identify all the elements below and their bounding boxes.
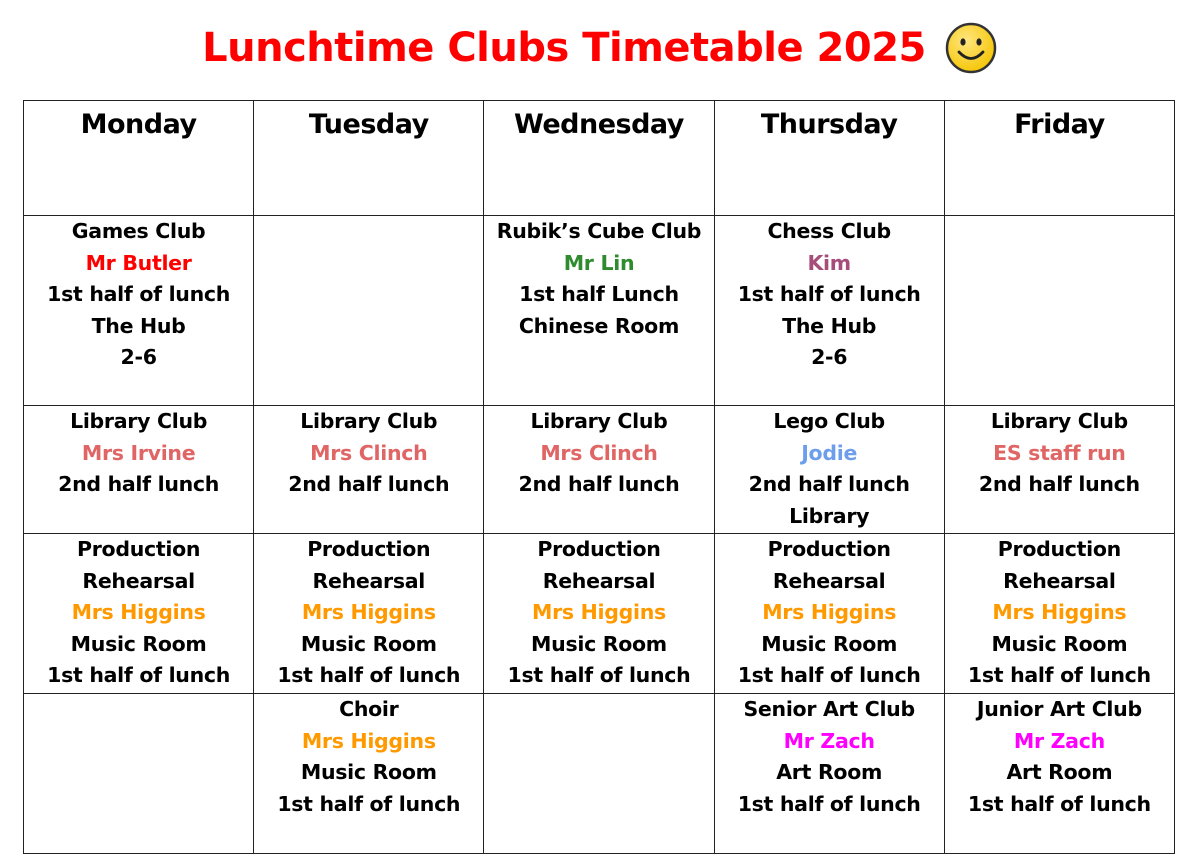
- day-header: Tuesday: [254, 101, 484, 216]
- timetable-cell: [484, 406, 714, 534]
- club-name: Rubik’s Cube Club: [496, 219, 702, 243]
- club-detail: Music Room: [70, 631, 207, 656]
- club-name: Junior Art Club: [976, 697, 1142, 721]
- club-name-line2: Rehearsal: [542, 568, 656, 593]
- staff-name: Mr Lin: [563, 250, 635, 275]
- club-name: Games Club: [71, 219, 206, 243]
- club-name: Library Club: [990, 409, 1128, 433]
- day-header: Friday: [944, 101, 1174, 216]
- staff-name: Mrs Higgins: [992, 600, 1127, 624]
- club-name: Chess Club: [767, 219, 891, 243]
- timetable-cell: [944, 216, 1174, 406]
- timetable-row: [24, 406, 1175, 534]
- timetable-row: [24, 694, 1175, 854]
- club-detail: Music Room: [300, 760, 437, 784]
- timetable-row: [24, 216, 1175, 406]
- staff-name: Mrs Clinch: [310, 440, 428, 465]
- staff-name: Mr Zach: [1013, 728, 1105, 753]
- club-name: Lego Club: [773, 409, 885, 433]
- timetable-cell: [24, 694, 254, 854]
- timetable-cell: [944, 694, 1174, 854]
- timetable-cell: [944, 534, 1174, 694]
- club-detail: 1st half of lunch: [507, 663, 691, 687]
- club-detail: 1st half of lunch: [967, 663, 1151, 687]
- club-detail: 1st half of lunch: [47, 282, 231, 306]
- timetable-row: [24, 534, 1175, 694]
- club-name-line2: Rehearsal: [312, 568, 426, 593]
- timetable-cell: [24, 406, 254, 534]
- staff-name: Mrs Higgins: [762, 600, 897, 624]
- club-detail: 1st half of lunch: [277, 663, 461, 687]
- club-detail: 2nd half lunch: [288, 472, 450, 496]
- day-header: Monday: [24, 101, 254, 216]
- staff-name: Jodie: [801, 440, 858, 465]
- timetable-cell: [24, 216, 254, 406]
- club-name-line2: Rehearsal: [1003, 568, 1116, 593]
- club-name: Library Club: [300, 409, 438, 433]
- page-title-text: Lunchtime Clubs Timetable 2025: [202, 25, 926, 71]
- timetable-cell: [714, 694, 944, 854]
- staff-name: Mr Butler: [85, 250, 192, 275]
- club-name: Production: [767, 537, 891, 561]
- staff-name: Kim: [807, 250, 851, 275]
- club-detail: 2-6: [811, 345, 848, 369]
- timetable-cell: [714, 406, 944, 534]
- club-name-line2: Rehearsal: [772, 568, 886, 593]
- club-detail: 2nd half lunch: [58, 472, 220, 496]
- timetable-cell: [24, 534, 254, 694]
- club-detail: The Hub: [91, 313, 186, 338]
- club-detail: Art Room: [1006, 760, 1113, 784]
- club-detail: 1st half Lunch: [519, 282, 679, 306]
- club-detail: Music Room: [991, 631, 1128, 656]
- club-name: Library Club: [70, 409, 208, 433]
- club-detail: 1st half of lunch: [737, 282, 921, 306]
- timetable-body: [24, 216, 1175, 854]
- smiley-face-icon: [944, 21, 998, 75]
- club-name: Choir: [339, 697, 399, 721]
- day-header-row: [24, 101, 1175, 216]
- club-name: Production: [537, 537, 661, 561]
- club-detail: Music Room: [300, 631, 437, 656]
- timetable: [23, 100, 1175, 854]
- timetable-cell: [484, 216, 714, 406]
- timetable-cell: [254, 534, 484, 694]
- staff-name: Mrs Higgins: [301, 600, 436, 624]
- staff-name: Mrs Clinch: [540, 440, 658, 465]
- staff-name: Mrs Higgins: [532, 600, 666, 624]
- timetable-cell: [944, 406, 1174, 534]
- club-detail: 2nd half lunch: [978, 472, 1140, 496]
- club-detail: Chinese Room: [518, 313, 680, 338]
- club-detail: 1st half of lunch: [277, 791, 461, 816]
- staff-name: Mr Zach: [783, 728, 875, 753]
- timetable-cell: [484, 534, 714, 694]
- club-detail: 2-6: [120, 345, 157, 369]
- club-detail: Music Room: [761, 631, 898, 656]
- timetable-cell: [714, 216, 944, 406]
- club-detail: Art Room: [776, 760, 883, 784]
- timetable-cell: [254, 406, 484, 534]
- timetable-cell: [254, 216, 484, 406]
- club-detail: 1st half of lunch: [737, 791, 921, 816]
- club-detail: 2nd half lunch: [748, 472, 910, 496]
- staff-name: ES staff run: [993, 440, 1126, 465]
- club-detail: Music Room: [531, 631, 667, 656]
- timetable-cell: [484, 694, 714, 854]
- timetable-cell: [714, 534, 944, 694]
- staff-name: Mrs Higgins: [301, 728, 436, 753]
- club-name: Senior Art Club: [743, 697, 915, 721]
- page-title: [0, 18, 1200, 78]
- club-name: Production: [307, 537, 431, 561]
- club-name: Production: [997, 537, 1121, 561]
- timetable-cell: [254, 694, 484, 854]
- club-name: Library Club: [530, 409, 668, 433]
- club-detail: 1st half of lunch: [47, 663, 231, 687]
- club-detail: The Hub: [782, 313, 877, 338]
- club-detail: 1st half of lunch: [967, 791, 1151, 816]
- day-header: Thursday: [714, 101, 944, 216]
- day-header: Wednesday: [484, 101, 714, 216]
- club-detail: Library: [789, 503, 870, 528]
- club-name: Production: [77, 537, 201, 561]
- club-detail: 1st half of lunch: [737, 663, 921, 687]
- club-detail: 2nd half lunch: [518, 472, 680, 496]
- club-name-line2: Rehearsal: [82, 568, 195, 593]
- staff-name: Mrs Higgins: [71, 600, 206, 624]
- staff-name: Mrs Irvine: [81, 440, 196, 465]
